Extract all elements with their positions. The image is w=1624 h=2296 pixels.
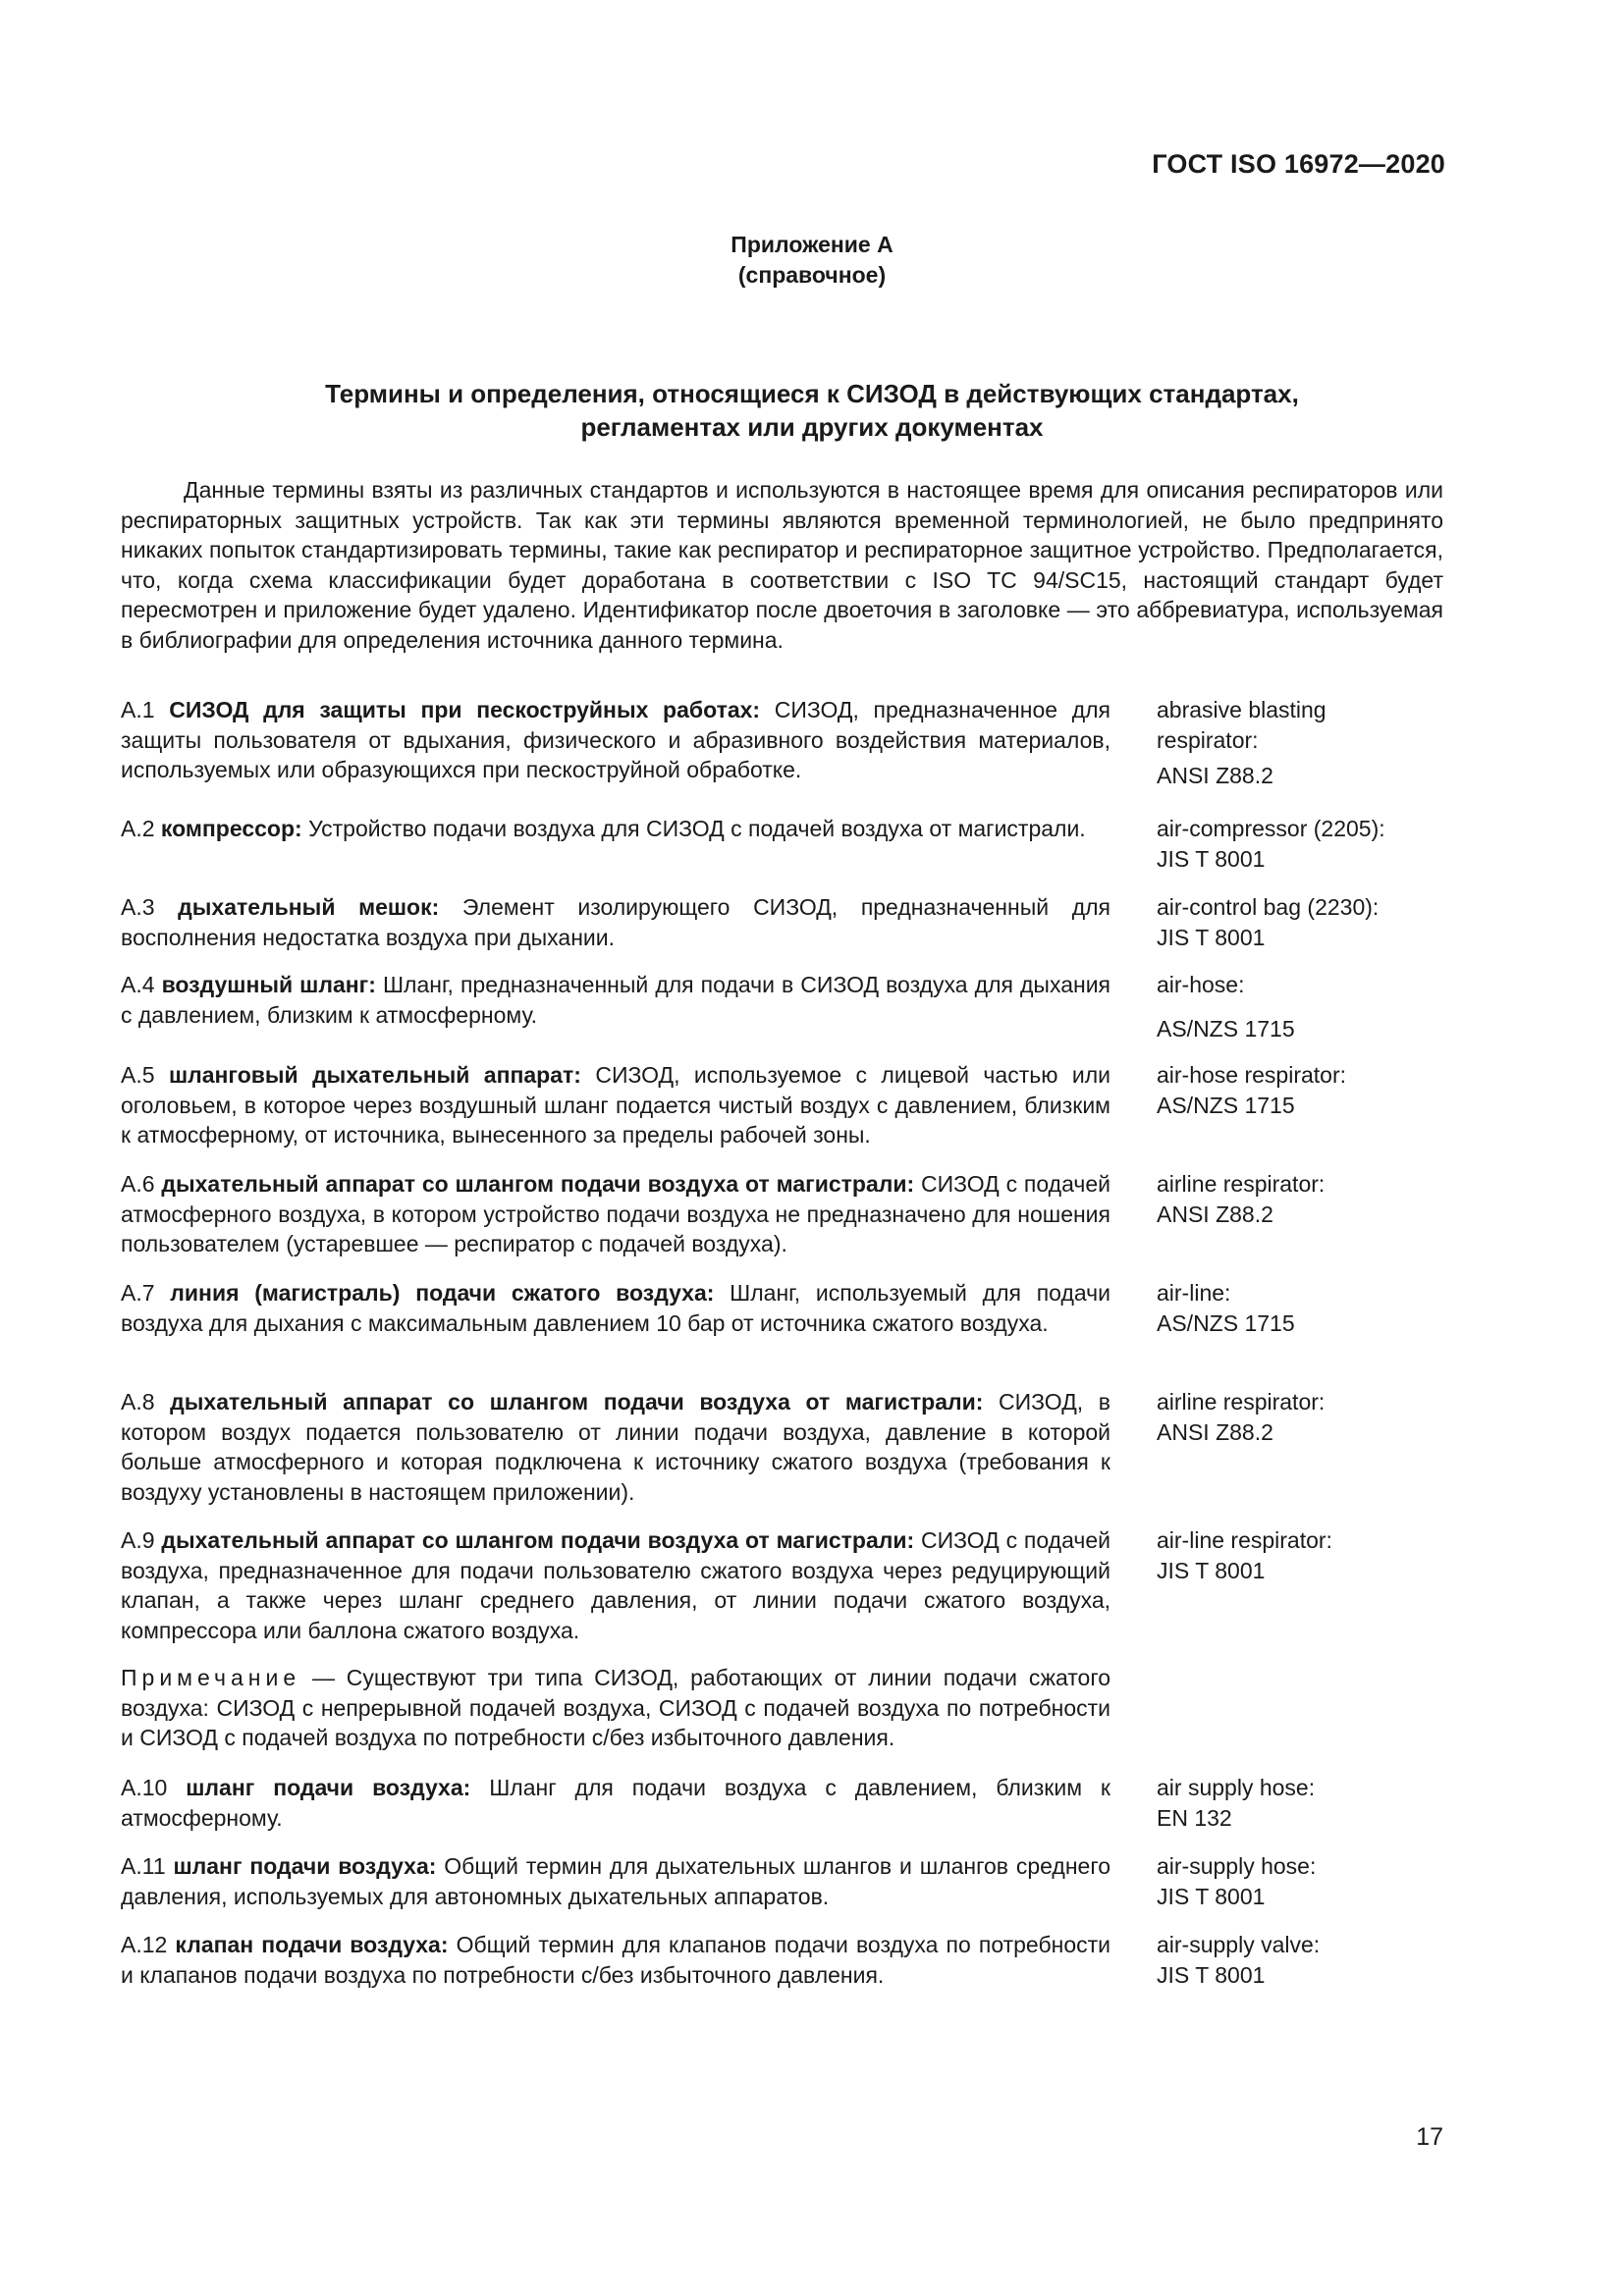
entry-source (1157, 1525, 1443, 1585)
entry-definition: Общий термин для клапанов подачи воздуха по потребности и клапанов подачи воздуха по потребности с/без избыточного давления. (121, 1932, 1111, 1988)
source-document: JIS T 8001 (1157, 845, 1266, 872)
source-term: air-control bag (2230): (1157, 894, 1380, 920)
entry-number: A.10 (121, 1775, 168, 1800)
entry-number: A.12 (121, 1932, 168, 1957)
entry-number: A.5 (121, 1062, 155, 1088)
page-number: 17 (1416, 2123, 1443, 2151)
annex-heading (0, 230, 1624, 291)
source-document: JIS T 8001 (1157, 1961, 1266, 1988)
entry-term: клапан подачи воздуха: (175, 1932, 449, 1957)
entry-term: шланг подачи воздуха: (173, 1853, 437, 1879)
section-title-line-1: Термины и определения, относящиеся к СИЗОД в действующих стандартах, (325, 379, 1299, 408)
source-term: air-hose respirator: (1157, 1062, 1347, 1088)
source-document: JIS T 8001 (1157, 924, 1266, 950)
entry-term: дыхательный аппарат со шлангом подачи воздуха от магистрали: (161, 1527, 915, 1553)
note-label: Примечание (121, 1665, 301, 1690)
entry-source (1157, 1387, 1443, 1447)
entry-definition: СИЗОД, используемое с лицевой частью или оголовьем, в которое через воздушный шланг подается чистый воздух с давлением, близким к атмосферному, от источника, вынесенного за пределы рабочей зоны. (121, 1062, 1110, 1148)
source-document: ANSI Z88.2 (1157, 763, 1273, 788)
entry-number: A.4 (121, 972, 155, 997)
source-document: JIS T 8001 (1157, 1883, 1266, 1909)
entry-number: A.1 (121, 697, 155, 722)
standard-code: ГОСТ ISO 16972—2020 (1152, 149, 1445, 179)
entry-source (1157, 1169, 1443, 1229)
entry-source (1157, 1773, 1443, 1833)
source-document: AS/NZS 1715 (1157, 1092, 1295, 1118)
section-title-line-2: регламентах или других документах (580, 412, 1044, 442)
entry-definition: СИЗОД, в котором воздух подается пользователю от линии подачи воздуха, давление в которой больше атмосферного и которая подключена к источнику сжатого воздуха (требования к воздуху установлены в настоящем приложении). (121, 1389, 1110, 1505)
entry-definition: Шланг для подачи воздуха с давлением, близким к атмосферному. (121, 1775, 1110, 1831)
entry-definition: СИЗОД с подачей воздуха, предназначенное для подачи пользователю сжатого воздуха через редуцирующий клапан, а также через шланг среднего давления, от линии подачи сжатого воздуха, компрессора или баллона сжатого воздуха. (121, 1527, 1110, 1643)
intro-paragraph: Данные термины взяты из различных стандартов и используются в настоящее время для описания респираторов или респираторных защитных устройств. Так как эти термины являются временной терминологией, не было предпринято никаких попыток стандартизировать термины, такие как респиратор и респираторное защитное устройство. Предполагается, что, когда схема классификации будет доработана в соответствии с ISO TC 94/SC15, настоящий стандарт будет пересмотрен и приложение будет удалено. Идентификатор после двоеточия в заголовке — это аббревиатура, используемая в библиографии для определения источника данного термина. (121, 477, 1443, 653)
note-text: — Существуют три типа СИЗОД, работающих от линии подачи сжатого воздуха: СИЗОД с непрерывной подачей воздуха, СИЗОД с подачей воздуха по потребности и СИЗОД с подачей воздуха по потребности с/без избыточного давления. (121, 1665, 1110, 1750)
source-document: JIS T 8001 (1157, 1557, 1266, 1583)
entry-term: СИЗОД для защиты при пескоструйных работах: (169, 697, 761, 722)
entry-definition: Общий термин для дыхательных шлангов и шлангов среднего давления, используемых для автономных дыхательных аппаратов. (121, 1853, 1111, 1909)
source-term: air supply hose: (1157, 1775, 1316, 1800)
entry-definition: Элемент изолирующего СИЗОД, предназначенный для восполнения недостатка воздуха при дыхании. (121, 894, 1111, 950)
entry-source (1157, 1851, 1443, 1911)
annex-title: Приложение А (731, 232, 893, 257)
source-document: EN 132 (1157, 1804, 1232, 1831)
entry-source (1157, 1060, 1443, 1120)
entry-number: A.8 (121, 1389, 155, 1415)
source-term: air-supply hose: (1157, 1853, 1317, 1879)
entry-term: дыхательный аппарат со шлангом подачи воздуха от магистрали: (170, 1389, 984, 1415)
source-document: AS/NZS 1715 (1157, 1309, 1295, 1336)
entry-term: шланговый дыхательный аппарат: (168, 1062, 581, 1088)
entry-definition: СИЗОД, предназначенное для защиты пользователя от вдыхания, физического и абразивного воздействия материалов, используемых или образующихся при пескоструйной обработке. (121, 697, 1110, 782)
source-term: air-line respirator: (1157, 1527, 1332, 1553)
source-document: ANSI Z88.2 (1157, 1418, 1273, 1445)
entry-source (1157, 1278, 1443, 1338)
entry-source (1157, 892, 1443, 952)
entry-number: A.3 (121, 894, 155, 920)
entry-source (1157, 1930, 1443, 1990)
source-term: air-hose: (1157, 972, 1245, 997)
annex-subtitle: (справочное) (737, 262, 887, 288)
entry-source (1157, 814, 1443, 874)
source-term: abrasive blasting respirator: (1157, 697, 1326, 753)
source-term: airline respirator: (1157, 1389, 1326, 1415)
entry-source (1157, 970, 1443, 1043)
entry-definition: СИЗОД с подачей атмосферного воздуха, в котором устройство подачи воздуха не предназначено для ношения пользователем (устаревшее — респиратор с подачей воздуха). (121, 1171, 1110, 1256)
source-term: airline respirator: (1157, 1171, 1326, 1197)
source-term: air-compressor (2205): (1157, 816, 1385, 841)
entry-term: дыхательный мешок: (178, 894, 440, 920)
source-term: air-line: (1157, 1280, 1231, 1306)
entry-number: A.11 (121, 1853, 166, 1879)
entry-number: A.9 (121, 1527, 155, 1553)
entry-term: дыхательный аппарат со шлангом подачи воздуха от магистрали: (161, 1171, 915, 1197)
section-title (0, 377, 1624, 444)
source-term: air-supply valve: (1157, 1932, 1321, 1957)
source-document: AS/NZS 1715 (1157, 1015, 1295, 1041)
entry-term: воздушный шланг: (161, 972, 376, 997)
entry-term: линия (магистраль) подачи сжатого воздуха: (170, 1280, 715, 1306)
source-document: ANSI Z88.2 (1157, 1201, 1273, 1227)
entry-definition: Устройство подачи воздуха для СИЗОД с подачей воздуха от магистрали. (308, 816, 1086, 841)
entry-number: A.7 (121, 1280, 155, 1306)
entry-term: шланг подачи воздуха: (186, 1775, 471, 1800)
entry-definition: Шланг, предназначенный для подачи в СИЗОД воздуха для дыхания с давлением, близким к атмосферному. (121, 972, 1110, 1028)
entry-term: компрессор: (160, 816, 302, 841)
entry-definition: Шланг, используемый для подачи воздуха для дыхания с максимальным давлением 10 бар от источника сжатого воздуха. (121, 1280, 1110, 1336)
entry-number: A.6 (121, 1171, 155, 1197)
entry-source (1157, 695, 1443, 791)
entry-number: A.2 (121, 816, 155, 841)
